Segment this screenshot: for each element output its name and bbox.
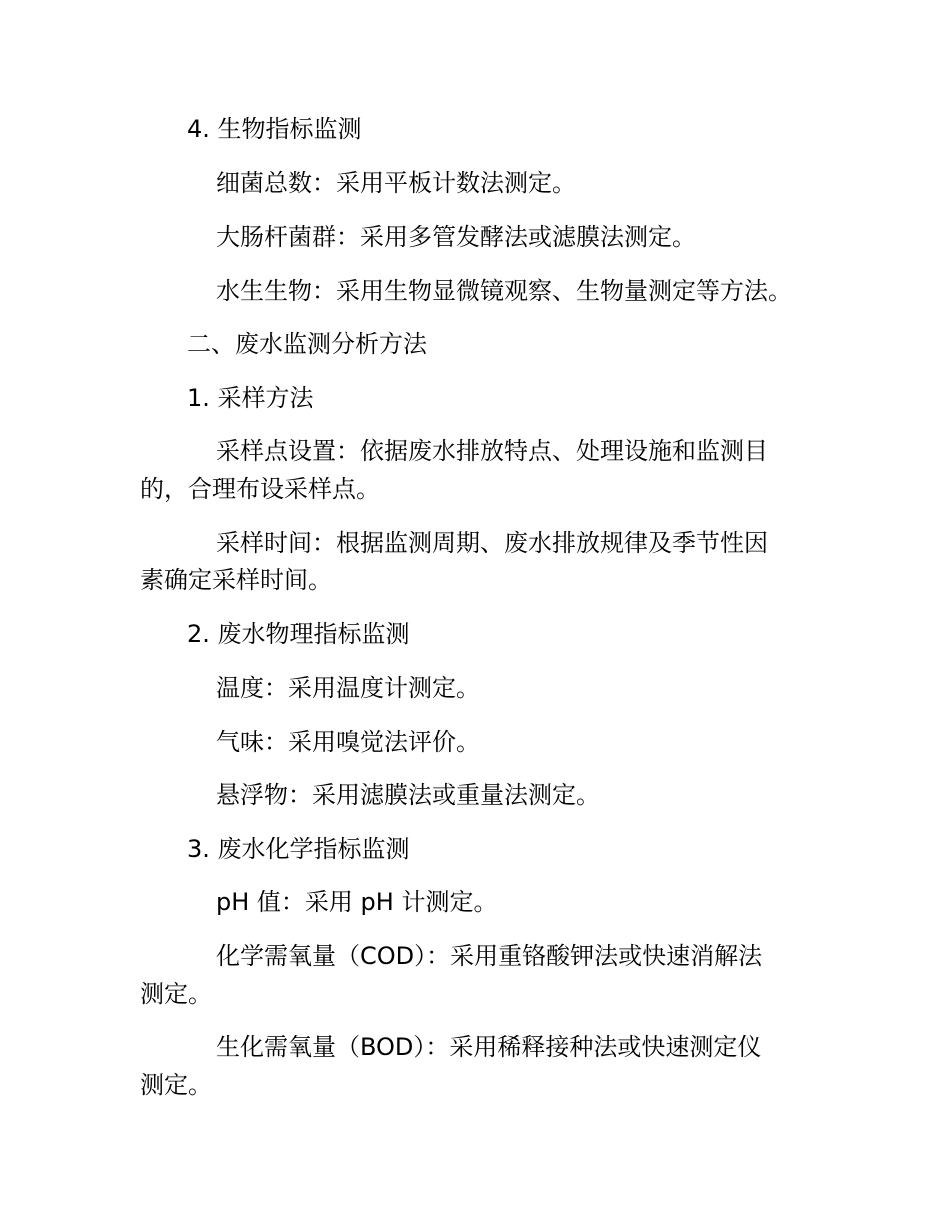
heading-physical-indicators: 2. 废水物理指标监测 <box>187 620 410 648</box>
paragraph-sampling-time-line1: 采样时间：根据监测周期、废水排放规律及季节性因 <box>216 529 768 557</box>
paragraph-temperature: 温度：采用温度计测定。 <box>216 674 480 702</box>
heading-chemical-indicators: 3. 废水化学指标监测 <box>187 835 410 863</box>
paragraph-suspended-solids: 悬浮物：采用滤膜法或重量法测定。 <box>216 781 600 809</box>
heading-sampling-method: 1. 采样方法 <box>187 384 314 412</box>
section-heading-wastewater-methods: 二、废水监测分析方法 <box>187 330 427 358</box>
paragraph-coliform: 大肠杆菌群：采用多管发酵法或滤膜法测定。 <box>216 223 696 251</box>
paragraph-odor: 气味：采用嗅觉法评价。 <box>216 728 480 756</box>
paragraph-sampling-points-line1: 采样点设置：依据废水排放特点、处理设施和监测目 <box>216 437 768 465</box>
paragraph-cod-line1: 化学需氧量（COD）：采用重铬酸钾法或快速消解法 <box>216 942 763 970</box>
paragraph-bod-line2: 测定。 <box>140 1071 212 1099</box>
paragraph-sampling-points-line2: 的，合理布设采样点。 <box>140 475 380 503</box>
paragraph-ph-value: pH 值：采用 pH 计测定。 <box>216 888 498 916</box>
paragraph-total-bacteria: 细菌总数：采用平板计数法测定。 <box>216 169 576 197</box>
paragraph-aquatic-organisms: 水生生物：采用生物显微镜观察、生物量测定等方法。 <box>216 277 792 305</box>
heading-biological-indicators: 4. 生物指标监测 <box>187 115 362 143</box>
paragraph-sampling-time-line2: 素确定采样时间。 <box>140 566 332 594</box>
paragraph-cod-line2: 测定。 <box>140 980 212 1008</box>
paragraph-bod-line1: 生化需氧量（BOD）：采用稀释接种法或快速测定仪 <box>216 1033 762 1061</box>
